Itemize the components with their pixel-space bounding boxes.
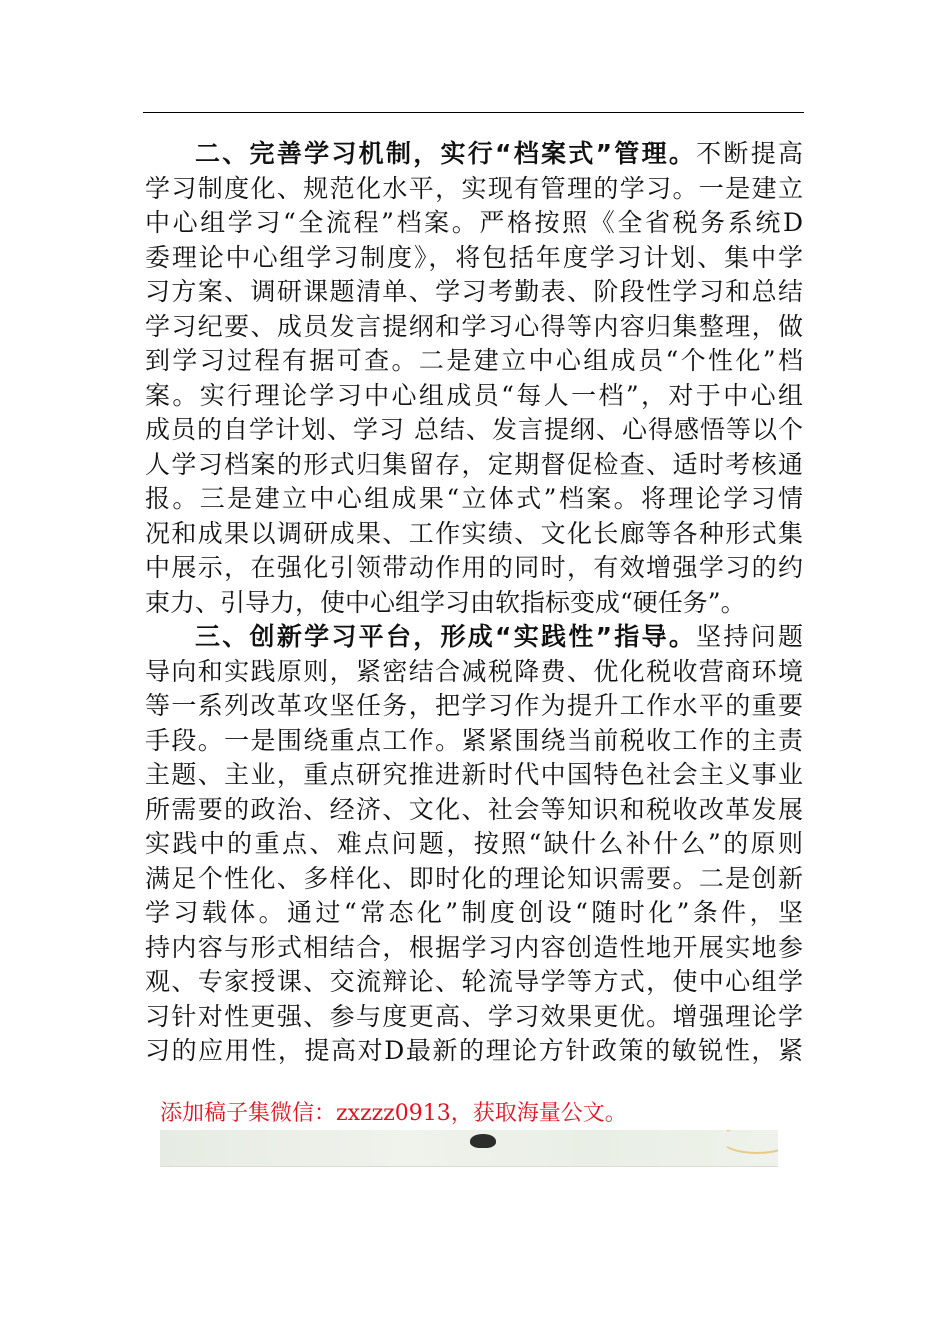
section-3-line: 满足个性化、多样化、即时化的理论知识需要。二是创新 xyxy=(145,863,803,893)
section-2-line: 不断提高 xyxy=(696,139,803,168)
section-2-line: 习方案、调研课题清单、学习考勤表、阶段性学习和总结 xyxy=(145,277,803,306)
decorative-banner-image xyxy=(160,1130,778,1167)
section-3-line: 习针对性更强、参与度更高、学习效果更优。增强理论学 xyxy=(145,1001,803,1031)
section-3-line: 手段。一是围绕重点工作。紧紧围绕当前税收工作的主责 xyxy=(145,725,803,755)
section-2-line: 中展示，在强化引领带动作用的同时，有效增强学习的约 xyxy=(145,553,803,582)
section-2-line: 束力、引导力，使中心组学习由软指标变成“硬任务”。 xyxy=(145,587,746,617)
section-2-line: 案。实行理论学习中心组成员“每人一档”，对于中心组 xyxy=(145,380,803,410)
section-3-line: 持内容与形式相结合，根据学习内容创造性地开展实地参 xyxy=(145,932,803,962)
section-2-line: 中心组学习“全流程”档案。严格按照《全省税务系统D xyxy=(145,208,803,237)
section-3-heading: 三、创新学习平台，形成“实践性”指导。 xyxy=(195,622,697,651)
section-2-line: 成员的自学计划、学习 总结、发言提纲、心得感悟等以个 xyxy=(145,415,803,444)
section-3-line: 观、专家授课、交流辩论、轮流导学等方式，使中心组学 xyxy=(145,967,803,996)
section-3-paragraph xyxy=(145,620,803,1069)
section-3-line: 习的应用性，提高对D最新的理论方针政策的敏锐性，紧 xyxy=(145,1036,803,1065)
section-3-line: 实践中的重点、难点问题，按照“缺什么补什么”的原则 xyxy=(145,829,803,858)
section-2-line: 况和成果以调研成果、工作实绩、文化长廊等各种形式集 xyxy=(145,518,803,548)
swirl-decoration xyxy=(720,1130,778,1154)
section-3-line: 等一系列改革攻坚任务，把学习作为提升工作水平的重要 xyxy=(145,691,803,720)
section-2-line: 学习纪要、成员发言提纲和学习心得等内容归集整理，做 xyxy=(145,311,803,341)
section-2-line: 学习制度化、规范化水平，实现有管理的学习。一是建立 xyxy=(145,173,803,203)
section-2-line: 到学习过程有据可查。二是建立中心组成员“个性化”档 xyxy=(145,346,803,375)
header-rule xyxy=(143,112,804,113)
bird-icon xyxy=(470,1134,496,1148)
section-2-heading: 二、完善学习机制，实行“档案式”管理。 xyxy=(195,139,697,168)
section-3-first-line xyxy=(145,620,803,655)
section-2-first-line xyxy=(145,137,803,172)
wechat-promo-note: 添加稿子集微信：zxzzz0913，获取海量公文。 xyxy=(160,1101,627,1126)
section-3-line: 主题、主业，重点研究推进新时代中国特色社会主义事业 xyxy=(145,760,803,789)
section-3-line: 所需要的政治、经济、文化、社会等知识和税收改革发展 xyxy=(145,794,803,824)
section-2-line: 人学习档案的形式归集留存，定期督促检查、适时考核通 xyxy=(145,449,803,479)
section-2-paragraph xyxy=(145,137,803,620)
section-3-line: 坚持问题 xyxy=(696,622,803,651)
section-2-line: 报。三是建立中心组成果“立体式”档案。将理论学习情 xyxy=(145,484,803,513)
section-3-line: 学习载体。通过“常态化”制度创设“随时化”条件，坚 xyxy=(145,898,803,927)
section-2-line: 委理论中心组学习制度》，将包括年度学习计划、集中学 xyxy=(145,242,803,272)
section-3-line: 导向和实践原则，紧密结合减税降费、优化税收营商环境 xyxy=(145,656,803,686)
